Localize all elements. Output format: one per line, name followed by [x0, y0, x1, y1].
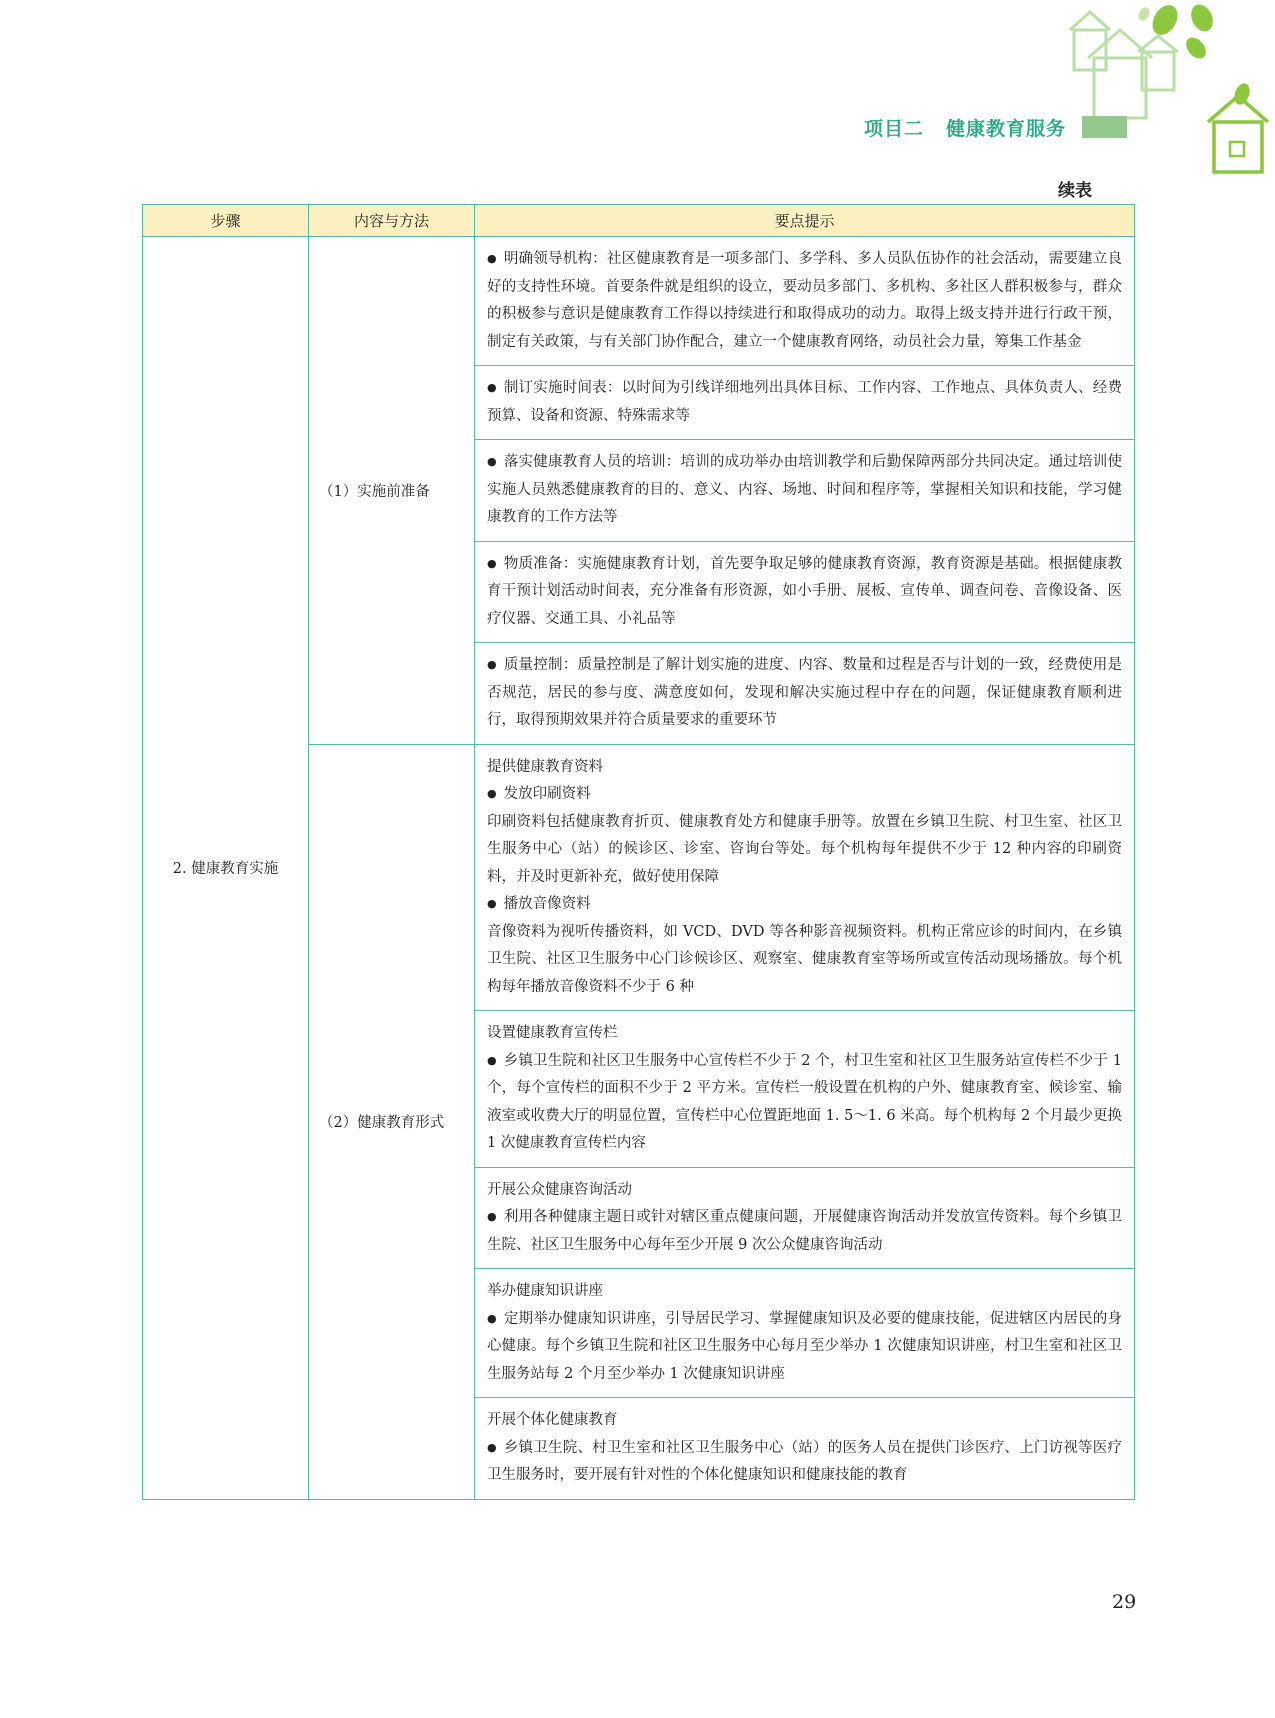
- point-text: 制订实施时间表：以时间为引线详细地列出具体目标、工作内容、工作地点、具体负责人、经费预算、设备和资源、特殊需求等: [487, 380, 1122, 424]
- bullet-item: [487, 781, 1122, 809]
- bullet-item: [487, 449, 1122, 532]
- chapter-label: 项目二: [864, 118, 925, 140]
- bullet-item: [487, 551, 1122, 634]
- point-text: 印刷资料包括健康教育折页、健康教育处方和健康手册等。放置在乡镇卫生院、村卫生室、社区卫生服务中心（站）的候诊区、诊室、咨询台等处。每个机构每年提供不少于 12 种内容的印刷资料，并及时更新补充，做好使用保障: [487, 813, 1122, 885]
- point-text: 质量控制：质量控制是了解计划实施的进度、内容、数量和过程是否与计划的一致，经费使用是否规范，居民的参与度、满意度如何，发现和解决实施过程中存在的问题，保证健康教育顺利进行，取得预期效果并符合质量要求的重要环节: [487, 657, 1122, 728]
- chapter-header: [864, 114, 1066, 141]
- point-text: 定期举办健康知识讲座，引导居民学习、掌握健康知识及必要的健康技能，促进辖区内居民的身心健康。每个乡镇卫生院和社区卫生服务中心每月至少举办 1 次健康知识讲座，村卫生室和社区卫生服务站每 2 个月至少举办 1 次健康知识讲座: [487, 1310, 1122, 1382]
- point-cell: [475, 1398, 1135, 1500]
- header-points: 要点提示: [475, 205, 1135, 237]
- point-paragraph: [487, 919, 1122, 1002]
- point-text: 乡镇卫生院、村卫生室和社区卫生服务中心（站）的医务人员在提供门诊医疗、上门访视等医疗卫生服务时，要开展有针对性的个体化健康知识和健康技能的教育: [487, 1439, 1122, 1483]
- bullet-icon: ●: [487, 1210, 497, 1223]
- bullet-icon: ●: [487, 658, 497, 671]
- bullet-icon: ●: [487, 381, 497, 394]
- bullet-icon: ●: [487, 1053, 497, 1067]
- point-title: 开展公众健康咨询活动: [487, 1181, 632, 1198]
- point-title: 开展个体化健康教育: [487, 1412, 618, 1428]
- method-cell: （2）健康教育形式: [309, 744, 475, 1499]
- header-accent-bar: [1082, 116, 1127, 138]
- point-cell: [475, 541, 1135, 643]
- bullet-item: [487, 246, 1122, 356]
- point-text: 发放印刷资料: [503, 786, 591, 802]
- bullet-icon: ●: [487, 455, 497, 468]
- continued-label: 续表: [1058, 181, 1092, 201]
- point-text: 音像资料为视听传播资料，如 VCD、DVD 等各种影音视频资料。机构正常应诊的时间内，在乡镇卫生院、社区卫生服务中心门诊候诊区、观察室、健康教育室等场所或宣传活动现场播放。每个机构每年播放音像资料不少于 6 种: [487, 923, 1122, 995]
- table-row: [143, 237, 1135, 366]
- bullet-item: [487, 891, 1122, 919]
- page-number: 29: [1112, 1591, 1137, 1613]
- point-cell: [475, 1167, 1135, 1269]
- bullet-icon: ●: [487, 556, 497, 570]
- header-step: 步骤: [143, 205, 309, 237]
- point-cell: [475, 366, 1135, 440]
- point-text: 播放音像资料: [503, 896, 591, 912]
- point-cell: [475, 744, 1135, 1011]
- bullet-icon: ●: [487, 252, 497, 265]
- point-title: 提供健康教育资料: [487, 758, 603, 775]
- point-cell: [475, 643, 1135, 745]
- point-text: 物质准备：实施健康教育计划，首先要争取足够的健康教育资源，教育资源是基础。根据健康教育干预计划活动时间表，充分准备有形资源，如小手册、展板、宣传单、调查问卷、音像设备、医疗仪器、交通工具、小礼品等: [487, 555, 1122, 627]
- house-leaf-decoration: [1060, 0, 1275, 180]
- bullet-item: [487, 1048, 1122, 1158]
- point-title: 举办健康知识讲座: [487, 1283, 603, 1299]
- point-paragraph: [487, 809, 1122, 892]
- point-text: 落实健康教育人员的培训：培训的成功举办由培训教学和后勤保障两部分共同决定。通过培训使实施人员熟悉健康教育的目的、意义、内容、场地、时间和程序等，掌握相关知识和技能，学习健康教育的工作方法等: [487, 454, 1122, 525]
- chapter-title: 健康教育服务: [946, 118, 1067, 140]
- point-cell: [475, 237, 1135, 366]
- bullet-icon: ●: [487, 1440, 497, 1454]
- bullet-item: [487, 652, 1122, 735]
- point-text: 乡镇卫生院和社区卫生服务中心宣传栏不少于 2 个，村卫生室和社区卫生服务站宣传栏不少于 1 个，每个宣传栏的面积不少于 2 平方米。宣传栏一般设置在机构的户外、健康教育室、候诊室、输液室或收费大厅的明显位置，宣传栏中心位置距地面 1. 5～1. 6 米高。每个机构每 2 个月最少更换 1 次健康教育宣传栏内容: [487, 1052, 1122, 1151]
- bullet-icon: ●: [487, 897, 497, 910]
- point-title: 设置健康教育宣传栏: [487, 1025, 618, 1041]
- point-text: 明确领导机构：社区健康教育是一项多部门、多学科、多人员队伍协作的社会活动，需要建立良好的支持性环境。首要条件就是组织的设立，要动员多部门、多机构、多社区人群积极参与，群众的积极参与意识是健康教育工作得以持续进行和取得成功的动力。取得上级支持并进行行政干预，制定有关政策，与有关部门协作配合，建立一个健康教育网络，动员社会力量，筹集工作基金: [487, 251, 1122, 350]
- point-cell: [475, 1269, 1135, 1398]
- step-cell: 2. 健康教育实施: [143, 237, 309, 1500]
- header-method: 内容与方法: [309, 205, 475, 237]
- content-table: [142, 204, 1135, 1500]
- bullet-item: [487, 1204, 1122, 1259]
- bullet-icon: ●: [487, 1311, 497, 1325]
- point-cell: [475, 1011, 1135, 1168]
- point-cell: [475, 440, 1135, 542]
- method-cell: （1）实施前准备: [309, 237, 475, 745]
- point-text: 利用各种健康主题日或针对辖区重点健康问题，开展健康咨询活动并发放宣传资料。每个乡镇卫生院、社区卫生服务中心每年至少开展 9 次公众健康咨询活动: [487, 1209, 1122, 1253]
- table-header-row: [143, 205, 1135, 237]
- bullet-item: [487, 1306, 1122, 1389]
- bullet-icon: ●: [487, 787, 497, 800]
- table-body: [143, 237, 1135, 1500]
- bullet-item: [487, 375, 1122, 430]
- bullet-item: [487, 1435, 1122, 1490]
